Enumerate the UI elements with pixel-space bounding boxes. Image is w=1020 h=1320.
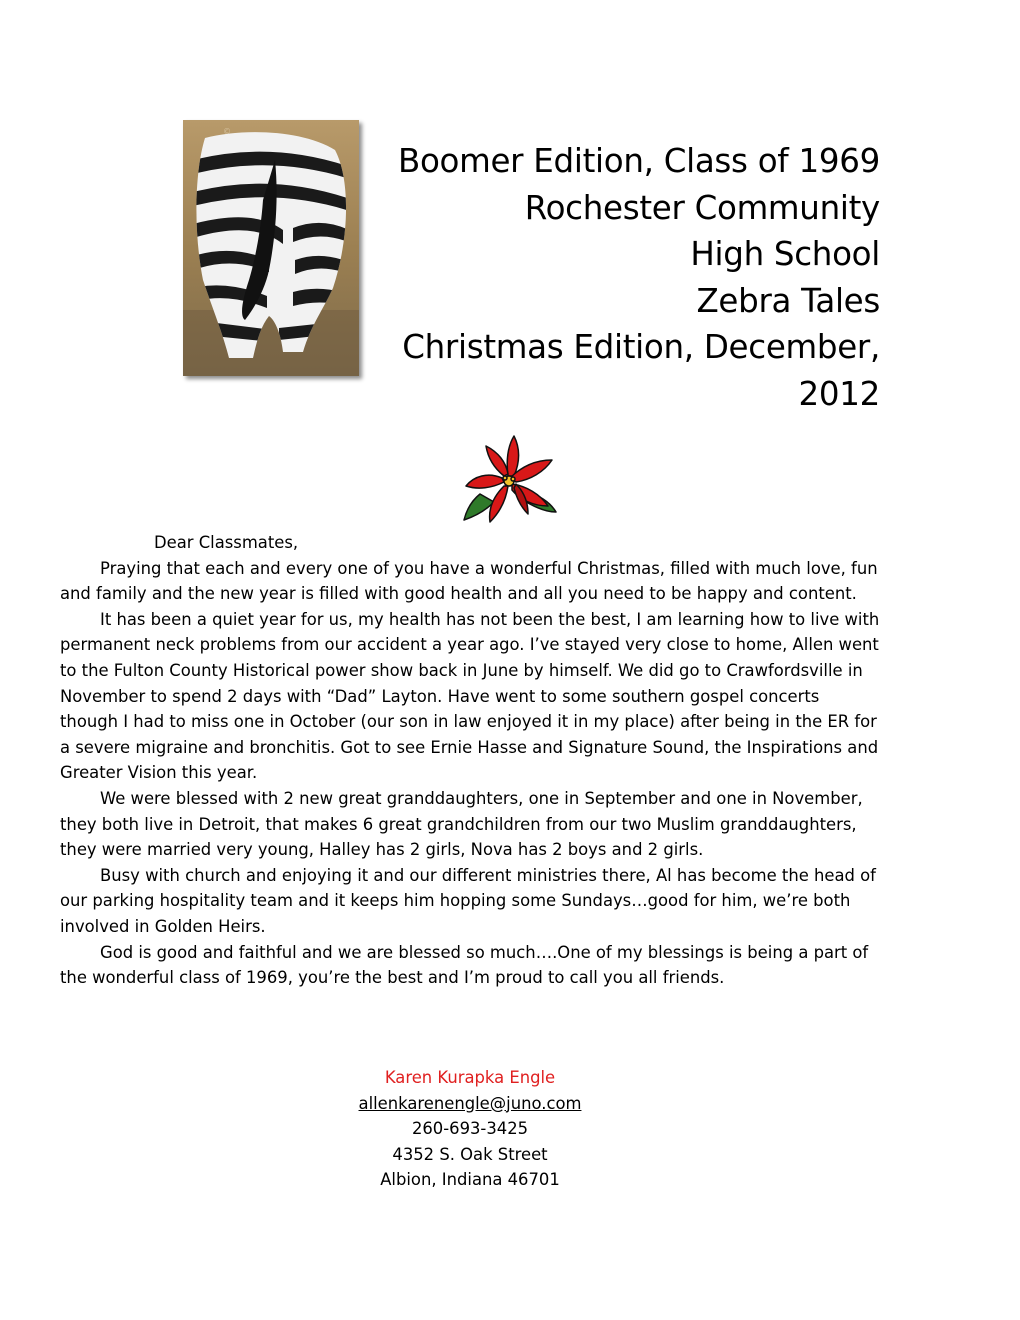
signature-block (300, 1065, 640, 1193)
title-line: Rochester Community (524, 188, 880, 227)
title-line: 2012 (798, 374, 880, 413)
title-line: High School (690, 235, 880, 273)
letter-body (60, 530, 880, 991)
title-line: Christmas Edition, December, (402, 328, 880, 366)
newsletter-title (380, 138, 880, 417)
street-address: 4352 S. Oak Street (392, 1144, 548, 1164)
title-line: Zebra Tales (696, 281, 880, 320)
zebra-photo (183, 120, 359, 376)
poinsettia-icon (460, 432, 558, 528)
letter-paragraph: It has been a quiet year for us, my health has not been the best, I am learning how to live with permanent neck problems from our accident a year ago. I’ve stayed very close to home, Allen went to the Fulton County Historical power show back in June by himself. We did go to Crawfordsville in November to spend 2 days with “Dad” Layton. Have went to some southern gospel concerts though I had to miss one in October (our son in law enjoyed it in my place) after being in the ER for a severe migraine and bronchitis. Got to see Ernie Hasse and Signature Sound, the Inspirations and Greater Vision this year. (60, 609, 880, 783)
letter-paragraph: Busy with church and enjoying it and our different ministries there, Al has become the head of our parking hospitality team and it keeps him hopping some Sundays…good for him, we’re both involved in Golden Heirs. (60, 865, 876, 936)
email-link[interactable]: allenkarenengle@juno.com (358, 1093, 582, 1113)
salutation: Dear Classmates, (154, 533, 299, 552)
letter-paragraph: God is good and faithful and we are blessed so much….One of my blessings is being a part of the wonderful class of 1969, you’re the best and I’m proud to call you all friends. (60, 942, 869, 988)
phone-number: 260-693-3425 (411, 1119, 529, 1139)
city-state-zip: Albion, Indiana 46701 (380, 1170, 560, 1190)
signature-name: Karen Kurapka Engle (384, 1068, 556, 1087)
letter-paragraph: We were blessed with 2 new great granddaughters, one in September and one in November, they both live in Detroit, that makes 6 great grandchildren from our two Muslim granddaughters, they were married very young, Halley has 2 girls, Nova has 2 boys and 2 girls. (60, 788, 863, 860)
title-line: Boomer Edition, Class of 1969 (397, 142, 880, 180)
svg-text:©: © (223, 127, 231, 136)
letter-paragraph: Praying that each and every one of you have a wonderful Christmas, filled with much love, fun and family and the new year is filled with good health and all you need to be happy and content. (60, 558, 878, 604)
